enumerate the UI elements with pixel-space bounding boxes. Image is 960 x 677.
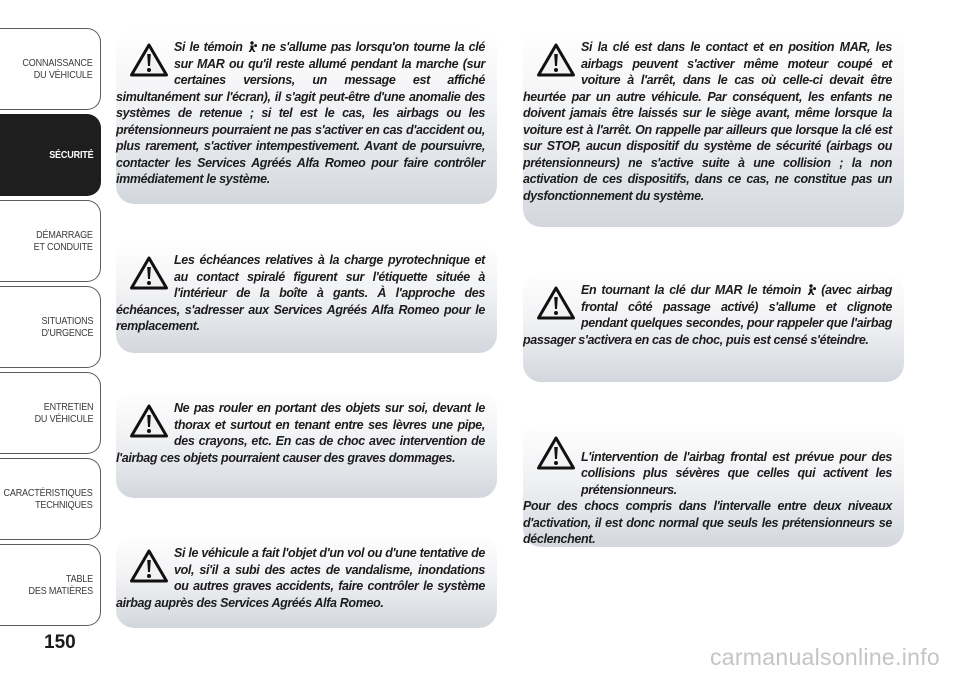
tab-label: SITUATIONS D'URGENCE	[41, 315, 93, 339]
tab-entretien-vehicule[interactable]	[0, 372, 101, 454]
warning-text-part: En tournant la clé dur MAR le témoin	[581, 283, 802, 297]
warning-box	[116, 29, 497, 204]
warning-text	[116, 535, 497, 611]
warning-text	[523, 272, 904, 348]
warning-text	[116, 242, 497, 335]
watermark: carmanualsonline.info	[709, 644, 940, 670]
warning-text	[523, 29, 904, 204]
warning-text	[523, 422, 904, 548]
tab-label: CONNAISSANCE DU VÉHICULE	[22, 57, 93, 81]
tab-caracteristiques-techniques[interactable]	[0, 458, 101, 540]
tab-label: ENTRETIEN DU VÉHICULE	[34, 401, 93, 425]
warning-box	[523, 29, 904, 227]
tab-demarrage-conduite[interactable]	[0, 200, 101, 282]
warning-text-part: Ne pas rouler en portant des objets sur soi, devant le thorax et surtout en tenant entre ses lèvres une pipe, des crayons, etc. En cas de choc avec intervention de l'airbag ces objets pourraient causer des graves dommages.	[116, 401, 485, 465]
warning-text-part: Si le véhicule a fait l'objet d'un vol ou d'une tentative de vol, si'il a subi des actes de vandalisme, inondations ou autres graves accidents, faire contrôler le système airbag auprès des Services Agréés Alfa Romeo.	[116, 546, 485, 610]
tab-securite[interactable]	[0, 114, 101, 196]
passenger-airbag-light-icon	[806, 284, 816, 295]
tab-table-matieres[interactable]	[0, 544, 101, 626]
warning-box	[523, 422, 904, 547]
warning-text-part: Si le témoin	[174, 40, 243, 54]
warning-box	[116, 242, 497, 353]
tab-label: DÉMARRAGE ET CONDUITE	[33, 229, 93, 253]
warning-text-part: L'intervention de l'airbag frontal est prévue pour des collisions plus sévères que celles qui activent les prétensionneurs. Pour des chocs compris dans l'intervalle entre deux niveaux d'activation, il est donc normal que seuls les prétensionneurs se déclenchent.	[523, 449, 892, 546]
warning-text	[116, 29, 497, 188]
warning-text-part: Si la clé est dans le contact et en position MAR, les airbags peuvent s'activer même moteur coupé et voiture à l'arrêt, dans le cas où celle-ci devait être heurtée par un autre véhicule. Par conséquent, les enfants ne doivent jamais être laissés sur le siège avant, même lorsque la voiture est à l'arrêt. On rappelle par ailleurs que lorsque la clé est sur STOP, aucun dispositif du système de sécurité (airbags ou prétensionneurs) ne s'active suite à une collision ; la non activation de ces dispositifs, dans ce cas, ne constitue pas un dysfonctionnement du système.	[523, 40, 892, 203]
warning-box	[116, 535, 497, 628]
warning-text-part: (avec airbag frontal côté passage activé) s'allume et clignote pendant quelques secondes, pour rappeler que l'airbag passager s'activera en cas de choc, puis est censé s'éteindre.	[523, 283, 893, 347]
tab-connaissance-vehicule[interactable]	[0, 28, 101, 110]
warning-text-part: Les échéances relatives à la charge pyrotechnique et au contact spiralé figurent sur l'étiquette située à l'intérieur de la boîte à gants. À l'approche des échéances, s'adresser aux Services Agréés Alfa Romeo pour le remplacement.	[116, 253, 485, 333]
page-number: 150	[44, 632, 76, 653]
tab-label: SÉCURITÉ	[48, 149, 93, 161]
warning-text-part: ne s'allume pas lorsqu'on tourne la clé sur MAR ou qu'il reste allumé pendant la marche (sur certaines versions, un message est affiché simultanément sur l'écran), il s'agit peut-être d'une anomalie des systèmes de retenue ; si tel est le cas, les airbags ou les prétensionneurs pourraient ne pas s'activer en cas d'accident ou, plus rarement, s'activer intempestivement. Avant de poursuivre, contacter les Services Agréés Alfa Romeo pour faire contrôler immédiatement le système.	[116, 40, 485, 186]
tab-label: TABLE DES MATIÈRES	[28, 573, 93, 597]
airbag-warning-light-icon	[247, 41, 257, 52]
warning-box	[116, 390, 497, 498]
tab-situations-urgence[interactable]	[0, 286, 101, 368]
warning-text	[116, 390, 497, 466]
warning-box	[523, 272, 904, 382]
tab-label: CARACTÉRISTIQUES TECHNIQUES	[3, 487, 93, 511]
